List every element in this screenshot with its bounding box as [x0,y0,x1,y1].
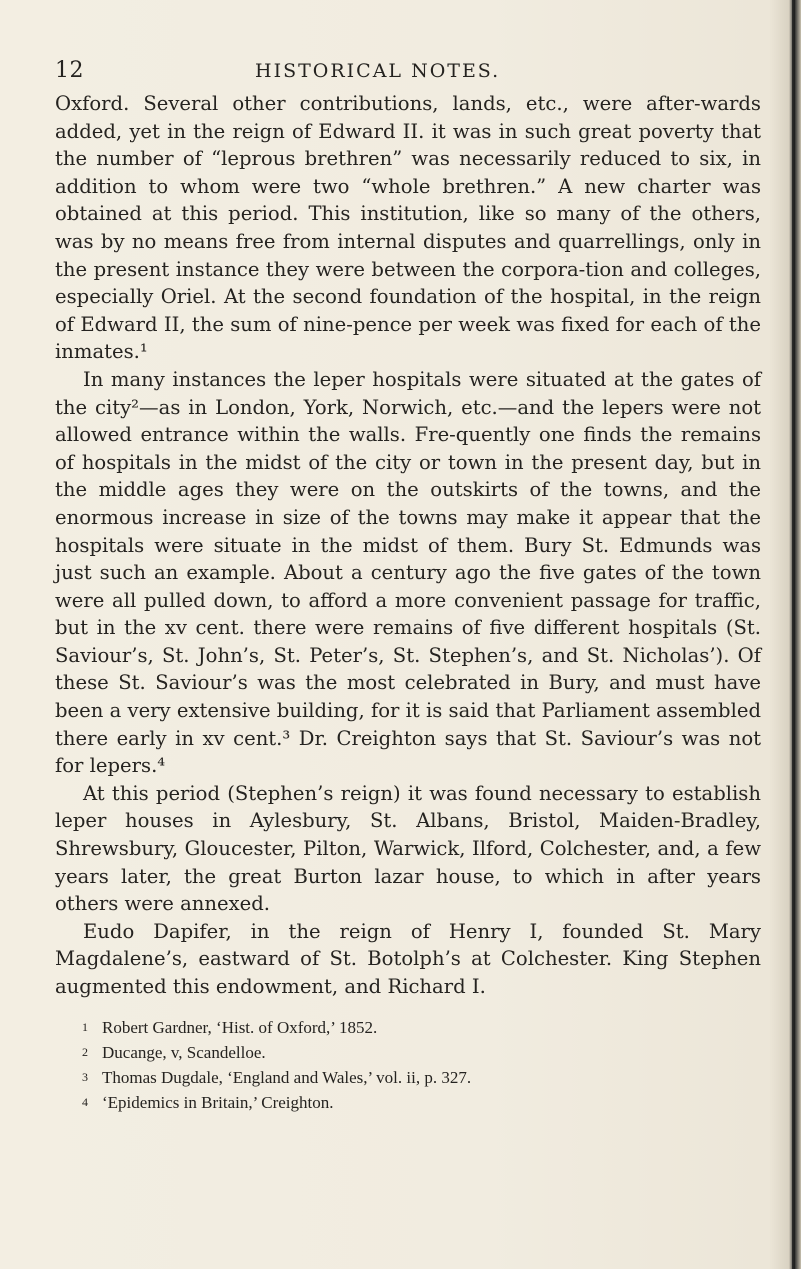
footnote-mark: 1 [82,1020,88,1034]
footnote-text: Ducange, v, Scandelloe. [102,1043,266,1062]
footnote-text: ‘Epidemics in Britain,’ Creighton. [102,1093,334,1112]
footnote-text: Robert Gardner, ‘Hist. of Oxford,’ 1852. [102,1018,378,1037]
footnote [82,1040,742,1065]
footnote [82,1015,742,1040]
footnote-text: Thomas Dugdale, ‘England and Wales,’ vol. ii, p. 327. [102,1068,472,1087]
page-number: 12 [55,58,84,83]
page-header [55,58,745,88]
footnotes [82,1015,742,1115]
page-edge-shadow [792,0,795,1269]
body-text [55,90,761,1001]
paragraph: In many instances the leper hospitals were situated at the gates of the city²—as in London, York, Norwich, etc.—and the lepers were not allowed entrance within the walls. Fre-quently one finds the remains of hospitals in the midst of the city or town in the present day, but in the middle ages they were on the outskirts of the towns, and the enormous increase in size of the towns may make it appear that the hospitals were situate in the midst of them. Bury St. Edmunds was just such an example. About a century ago the five gates of the town were all pulled down, to afford a more convenient passage for traffic, but in the xv cent. there were remains of five different hospitals (St. Saviour’s, St. John’s, St. Peter’s, St. Stephen’s, and St. Nicholas’). Of these St. Saviour’s was the most celebrated in Bury, and must have been a very extensive building, for it is said that Parliament assembled there early in xv cent.³ Dr. Creighton says that St. Saviour’s was not for lepers.⁴ [55,367,761,778]
footnote-mark: 4 [82,1095,88,1109]
footnote [82,1090,742,1115]
footnote-mark: 3 [82,1070,88,1084]
paragraph: Oxford. Several other contributions, lands, etc., were after-wards added, yet in the reign of Edward II. it was in such great poverty that the number of “leprous brethren” was necessarily reduced to six, in addition to whom were two “whole brethren.” A new charter was obtained at this period. This institution, like so many of the others, was by no means free from internal disputes and quarrellings, only in the present instance they were between the corpora-tion and colleges, especially Oriel. At the second foundation of the hospital, in the reign of Edward II, the sum of nine-pence per week was fixed for each of the inmates.¹ [55,92,761,364]
paragraph: At this period (Stephen’s reign) it was found necessary to establish leper houses in Aylesbury, St. Albans, Bristol, Maiden-Bradley, Shrewsbury, Gloucester, Pilton, Warwick, Ilford, Colchester, and, a few years later, the great Burton lazar house, to which in after years others were annexed. [55,781,761,916]
footnote [82,1065,742,1090]
footnote-mark: 2 [82,1045,88,1059]
running-head: HISTORICAL NOTES. [255,60,501,82]
paragraph: Eudo Dapifer, in the reign of Henry I, founded St. Mary Magdalene’s, eastward of St. Botolph’s at Colchester. King Stephen augmented this endowment, and Richard I. [55,919,761,998]
